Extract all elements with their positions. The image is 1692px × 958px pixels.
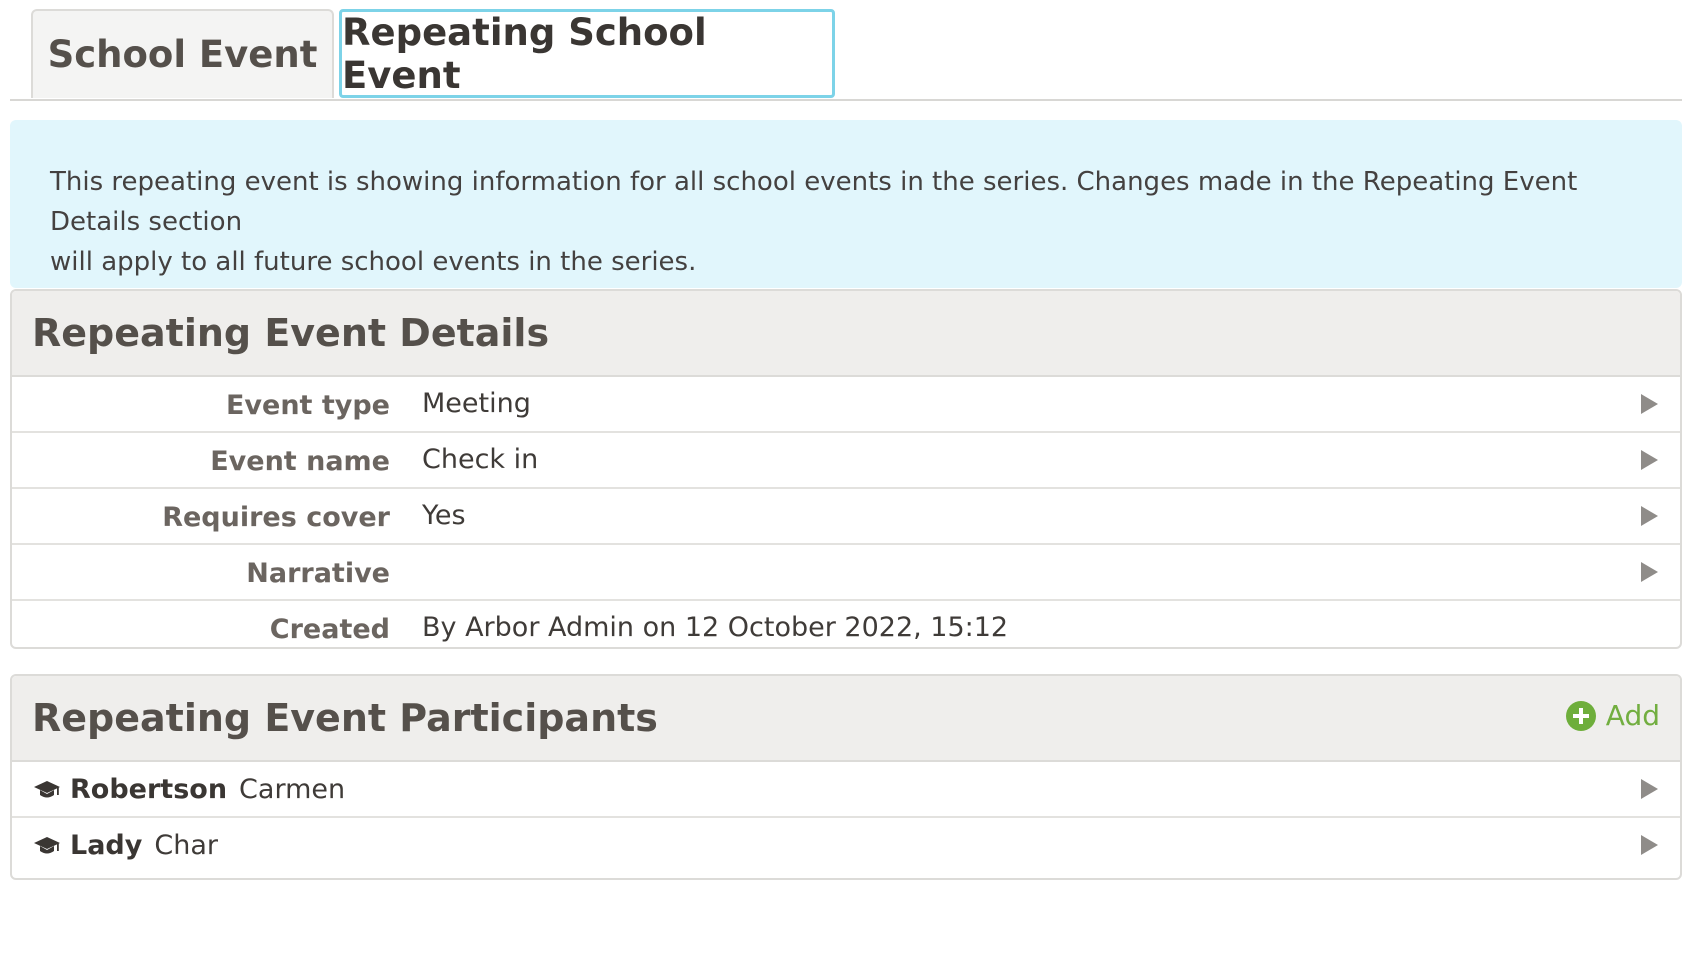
detail-row-narrative[interactable] [12, 545, 1680, 601]
detail-value: Check in [422, 444, 539, 475]
repeating-event-participants-panel [10, 674, 1682, 880]
caret-right-icon[interactable] [1641, 394, 1658, 414]
participant-surname: Robertson [70, 774, 228, 805]
participant-name [34, 830, 218, 861]
details-panel-header [12, 291, 1680, 377]
add-label: Add [1605, 699, 1660, 732]
detail-label: Requires cover [162, 502, 390, 533]
detail-row-event-name[interactable] [12, 433, 1680, 489]
detail-row-requires-cover[interactable] [12, 489, 1680, 545]
detail-label: Event type [225, 390, 390, 421]
detail-row-event-type[interactable] [12, 377, 1680, 433]
detail-value: Yes [422, 500, 466, 531]
caret-right-icon[interactable] [1641, 779, 1658, 799]
detail-label: Event name [210, 446, 390, 477]
repeating-event-details-panel [10, 289, 1682, 649]
details-panel-title: Repeating Event Details [32, 311, 550, 355]
detail-label: Created [269, 614, 390, 645]
caret-right-icon[interactable] [1641, 450, 1658, 470]
participant-forename: Char [154, 830, 218, 861]
participant-forename: Carmen [239, 774, 346, 805]
info-banner [10, 120, 1682, 288]
tab-repeating-school-event[interactable]: Repeating School Event [339, 9, 835, 98]
tab-school-event[interactable]: School Event [31, 9, 334, 98]
info-text-line-2: will apply to all future school events in the series. [50, 247, 697, 277]
participant-row[interactable] [12, 762, 1680, 818]
caret-right-icon[interactable] [1641, 506, 1658, 526]
detail-value: Meeting [422, 388, 531, 419]
plus-circle-icon [1566, 701, 1596, 731]
tab-bar [10, 9, 1682, 101]
detail-value: By Arbor Admin on 12 October 2022, 15:12 [422, 612, 1009, 643]
info-text-line-1: This repeating event is showing information for all school events in the series. Changes made in the Repeating Event Details section [50, 167, 1578, 237]
graduation-cap-icon [34, 779, 60, 801]
participant-surname: Lady [70, 830, 143, 861]
add-participant-button[interactable] [1566, 699, 1660, 732]
caret-right-icon[interactable] [1641, 835, 1658, 855]
participant-row[interactable] [12, 818, 1680, 874]
detail-row-created [12, 601, 1680, 649]
participant-name [34, 774, 345, 805]
detail-label: Narrative [246, 558, 390, 589]
participants-panel-title: Repeating Event Participants [32, 696, 658, 740]
participants-panel-header [12, 676, 1680, 762]
caret-right-icon[interactable] [1641, 562, 1658, 582]
graduation-cap-icon [34, 835, 60, 857]
